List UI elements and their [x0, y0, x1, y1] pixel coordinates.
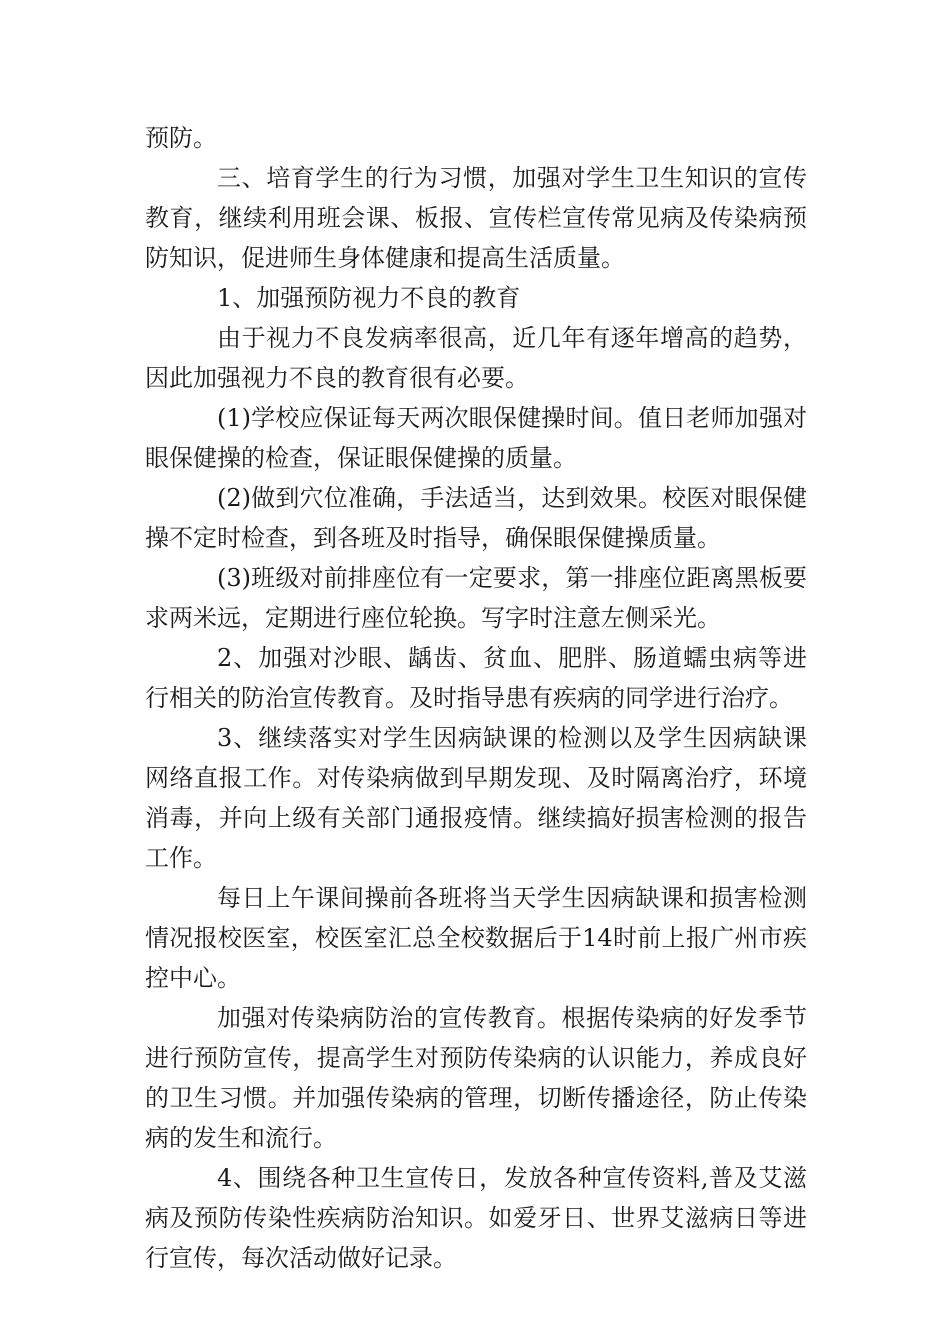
paragraph-daily-report: 每日上午课间操前各班将当天学生因病缺课和损害检测情况报校医室，校医室汇总全校数据后于14时前上报广州市疾控中心。: [145, 884, 807, 992]
paragraph-item-1: (1)学校应保证每天两次眼保健操时间。值日老师加强对眼保健操的检查，保证眼保健操的质量。: [145, 404, 807, 472]
paragraph-continuation: 预防。: [145, 124, 217, 152]
paragraph-vision-intro: 由于视力不良发病率很高，近几年有逐年增高的趋势，因此加强视力不良的教育很有必要。: [145, 324, 807, 392]
paragraph-section-2: 2、加强对沙眼、龋齿、贫血、肥胖、肠道蠕虫病等进行相关的防治宣传教育。及时指导患有疾病的同学进行治疗。: [145, 644, 807, 712]
paragraph-section-4: 4、围绕各种卫生宣传日，发放各种宣传资料,普及艾滋病及预防传染性疾病防治知识。如爱牙日、世界艾滋病日等进行宣传，每次活动做好记录。: [145, 1164, 807, 1272]
paragraph-heading-vision: 1、加强预防视力不良的教育: [217, 284, 521, 312]
paragraph-section-3: 3、继续落实对学生因病缺课的检测以及学生因病缺课网络直报工作。对传染病做到早期发现、及时隔离治疗，环境消毒，并向上级有关部门通报疫情。继续搞好损害检测的报告工作。: [145, 724, 807, 872]
paragraph-item-2: (2)做到穴位准确，手法适当，达到效果。校医对眼保健操不定时检查，到各班及时指导，确保眼保健操质量。: [145, 484, 807, 552]
paragraph-section-three: 三、培育学生的行为习惯，加强对学生卫生知识的宣传教育，继续利用班会课、板报、宣传栏宣传常见病及传染病预防知识，促进师生身体健康和提高生活质量。: [145, 164, 807, 272]
paragraph-infectious-disease: 加强对传染病防治的宣传教育。根据传染病的好发季节进行预防宣传，提高学生对预防传染病的认识能力，养成良好的卫生习惯。并加强传染病的管理，切断传播途径，防止传染病的发生和流行。: [145, 1004, 807, 1152]
paragraph-item-3: (3)班级对前排座位有一定要求，第一排座位距离黑板要求两米远，定期进行座位轮换。写字时注意左侧采光。: [145, 564, 807, 632]
document-body: [145, 118, 807, 1278]
